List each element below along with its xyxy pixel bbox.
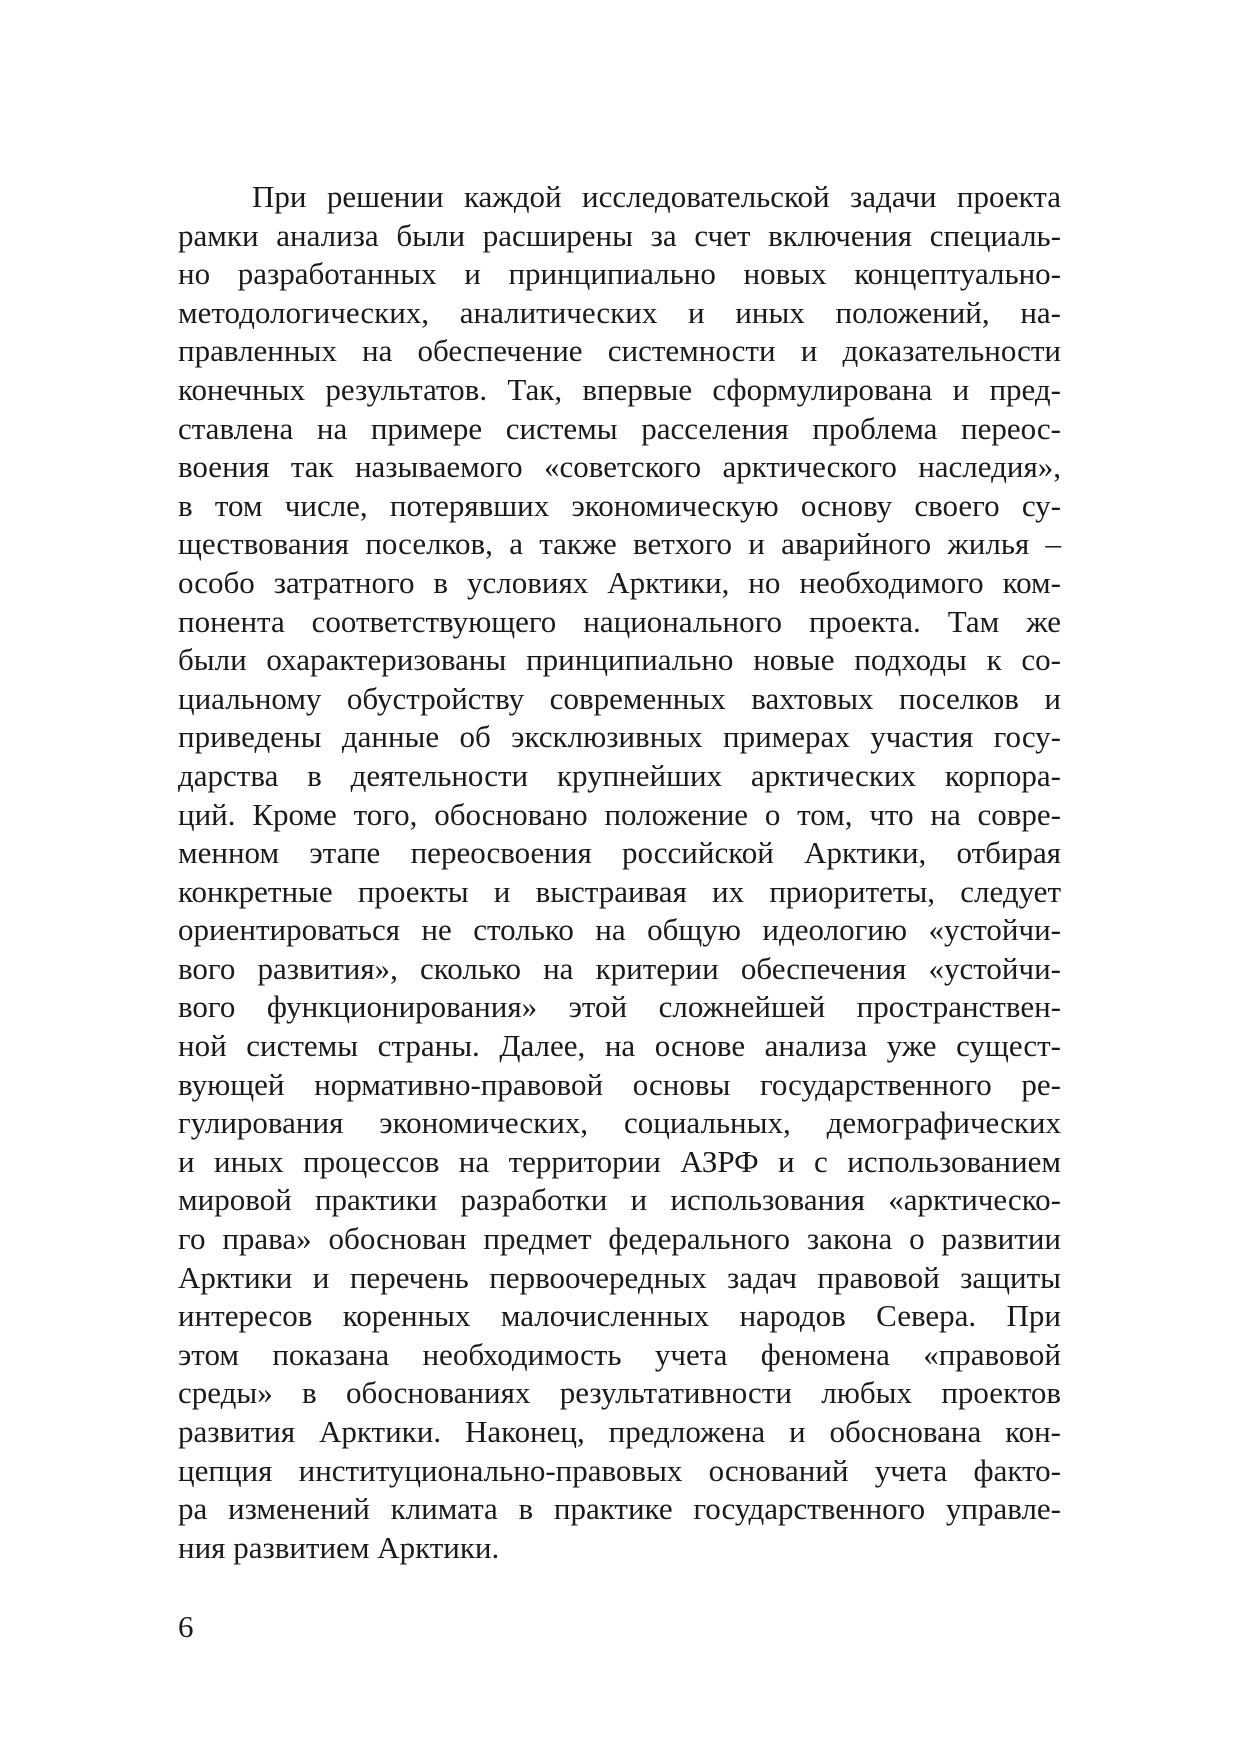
paragraph-line: ния развитием Арктики.: [178, 1529, 500, 1565]
paragraph-line: дарства в деятельности крупнейших арктических корпора-: [178, 757, 1061, 793]
paragraph-line: мировой практики разработки и использования «арктическо-: [178, 1182, 1061, 1218]
paragraph-line: приведены данные об эксклюзивных примерах участия госу-: [178, 719, 1061, 755]
paragraph-line: среды» в обоснованиях результативности любых проектов: [178, 1375, 1061, 1411]
paragraph-line: циальному обустройству современных вахтовых поселков и: [178, 680, 1061, 716]
paragraph-line: и иных процессов на территории АЗРФ и с использованием: [178, 1143, 1061, 1179]
paragraph-line: были охарактеризованы принципиально новые подходы к со-: [178, 642, 1061, 678]
paragraph-line: цепция институционально-правовых оснований учета факто-: [178, 1452, 1061, 1488]
paragraph-line: методологических, аналитических и иных положений, на-: [178, 294, 1061, 330]
paragraph-line: ориентироваться не столько на общую идеологию «устойчи-: [178, 912, 1061, 948]
paragraph-line: этом показана необходимость учета феномена «правовой: [178, 1336, 1061, 1372]
paragraph-line: конечных результатов. Так, впервые сформулирована и пред-: [178, 371, 1061, 407]
paragraph-line: ра изменений климата в практике государственного управле-: [178, 1491, 1061, 1527]
paragraph-line: особо затратного в условиях Арктики, но необходимого ком-: [178, 564, 1061, 600]
paragraph-line: Арктики и перечень первоочередных задач правовой защиты: [178, 1259, 1061, 1295]
paragraph-line: правленных на обеспечение системности и доказательности: [178, 333, 1061, 369]
paragraph-line: развития Арктики. Наконец, предложена и обоснована кон-: [178, 1414, 1061, 1449]
paragraph-line: вующей нормативно-правовой основы государственного ре-: [178, 1066, 1061, 1102]
paragraph-line: гулирования экономических, социальных, демографических: [178, 1105, 1061, 1141]
paragraph-line: го права» обоснован предмет федерального закона о развитии: [178, 1221, 1061, 1257]
paragraph-line: конкретные проекты и выстраивая их приоритеты, следует: [178, 873, 1061, 909]
paragraph-line: ций. Кроме того, обосновано положение о том, что на совре-: [178, 796, 1061, 832]
paragraph-line: но разработанных и принципиально новых концептуально-: [178, 256, 1061, 292]
paragraph-line: ставлена на примере системы расселения проблема переос-: [178, 410, 1061, 446]
paragraph-line: интересов коренных малочисленных народов Севера. При: [178, 1298, 1061, 1334]
paragraph-line: вого функционирования» этой сложнейшей пространствен-: [178, 989, 1061, 1025]
paragraph-line: При решении каждой исследовательской задачи проекта: [252, 179, 1061, 214]
paragraph-line: воения так называемого «советского арктического наследия»,: [178, 449, 1061, 485]
paragraph-line: вого развития», сколько на критерии обеспечения «устойчи-: [178, 950, 1061, 986]
page-number: 6: [178, 1609, 194, 1644]
paragraph-line: в том числе, потерявших экономическую основу своего су-: [178, 487, 1061, 523]
paragraph-line: понента соответствующего национального проекта. Там же: [178, 603, 1061, 639]
paragraph-line: ной системы страны. Далее, на основе анализа уже сущест-: [178, 1028, 1061, 1064]
paragraph-line: ществования поселков, а также ветхого и аварийного жилья –: [178, 526, 1061, 562]
paragraph-line: рамки анализа были расширены за счет включения специаль-: [178, 217, 1061, 253]
paragraph-line: менном этапе переосвоения российской Арктики, отбирая: [178, 835, 1061, 871]
body-paragraph: [178, 178, 1061, 1567]
